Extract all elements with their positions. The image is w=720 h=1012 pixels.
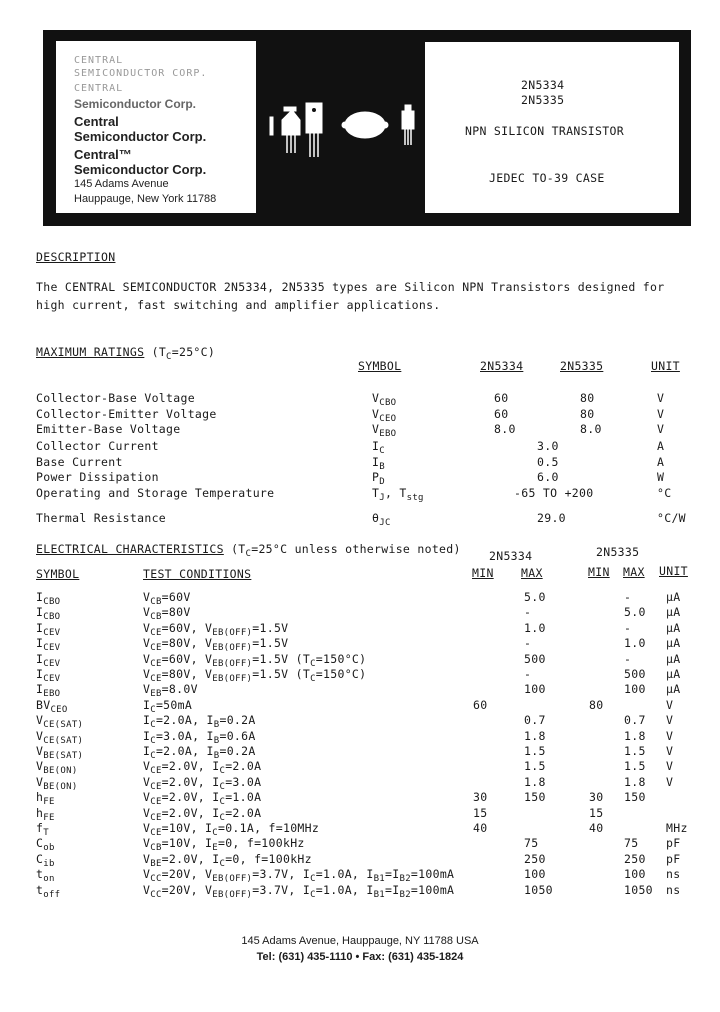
elec-test-condition: $V_{CE}=60V$, $V_{EB(OFF)}=1.5V$ $(T_C=150^\circ C)$ xyxy=(143,652,367,669)
max-symbol: $P_D$ xyxy=(372,470,385,487)
elec-unit: μA xyxy=(666,621,681,635)
elec-max-2n5335: 100 xyxy=(624,682,646,696)
elec-symbol: $V_{BE(SAT)}$ xyxy=(36,744,84,761)
max-symbol: $\theta_{JC}$ xyxy=(372,511,391,528)
elec-col-unit: UNIT xyxy=(659,564,688,578)
max-param-label: Base Current xyxy=(36,455,123,469)
elec-min-2n5335: 80 xyxy=(589,698,604,712)
footer-contact: Tel: (631) 435-1110 • Fax: (631) 435-1824 xyxy=(256,951,464,963)
max-unit: V xyxy=(657,407,665,421)
elec-min-2n5334: 60 xyxy=(473,698,488,712)
elec-symbol: $V_{CE(SAT)}$ xyxy=(36,729,84,746)
elec-test-condition: $V_{CE}=2.0V$, $I_C=2.0A$ xyxy=(143,759,262,776)
max-param-label: Power Dissipation xyxy=(36,470,159,484)
elec-unit: ns xyxy=(666,867,681,881)
elec-unit: pF xyxy=(666,852,681,866)
elec-max-2n5334: - xyxy=(524,605,532,619)
elec-symbol: $I_{CBO}$ xyxy=(36,605,61,622)
elec-test-condition: $I_C=2.0A$, $I_B=0.2A$ xyxy=(143,713,256,730)
elec-test-condition: $V_{BE}=2.0V$, $I_C=0$, f=100kHz xyxy=(143,852,312,869)
elec-max-2n5335: 1.5 xyxy=(624,744,646,758)
elec-unit: V xyxy=(666,713,674,727)
elec-max-2n5334: 100 xyxy=(524,682,546,696)
max-value-both: 0.5 xyxy=(537,455,559,469)
max-value-2n5334: 60 xyxy=(494,391,509,405)
elec-col-min-b: MIN xyxy=(588,565,610,579)
elec-test-condition: $V_{EB}=8.0V$ xyxy=(143,682,198,699)
elec-max-2n5335: 0.7 xyxy=(624,713,646,727)
max-value-2n5334: 60 xyxy=(494,407,509,421)
elec-symbol: $C_{ib}$ xyxy=(36,852,55,869)
max-value-both: 29.0 xyxy=(537,511,566,525)
max-unit: A xyxy=(657,455,665,469)
logo-ghost-line: CENTRAL xyxy=(74,55,124,66)
elec-max-2n5335: - xyxy=(624,590,632,604)
company-name-line: Semiconductor Corp. xyxy=(74,129,207,144)
max-unit: W xyxy=(657,470,665,484)
elec-symbol: $I_{CEV}$ xyxy=(36,652,61,669)
elec-unit: μA xyxy=(666,590,681,604)
elec-test-condition: $V_{CC}=20V$, $V_{EB(OFF)}=3.7V$, $I_C=1.0A$, $I_{B1}=I_{B2}=100mA$ xyxy=(143,867,455,884)
elec-min-2n5335: 30 xyxy=(589,790,604,804)
elec-test-condition: $V_{CE}=80V$, $V_{EB(OFF)}=1.5V$ $(T_C=150^\circ C)$ xyxy=(143,667,367,684)
max-symbol: $V_{CBO}$ xyxy=(372,391,397,408)
max-param-label: Collector Current xyxy=(36,439,159,453)
elec-unit: pF xyxy=(666,836,681,850)
elec-max-2n5335: 1.8 xyxy=(624,729,646,743)
max-unit: °C xyxy=(657,486,672,500)
elec-max-2n5334: 500 xyxy=(524,652,546,666)
elec-symbol: $I_{CEV}$ xyxy=(36,636,61,653)
elec-symbol: $C_{ob}$ xyxy=(36,836,55,853)
elec-max-2n5335: - xyxy=(624,621,632,635)
elec-symbol: $I_{CEV}$ xyxy=(36,621,61,638)
company-name-line: Semiconductor Corp. xyxy=(74,162,207,177)
part-number-2: 2N5335 xyxy=(521,93,565,107)
elec-max-2n5335: 1.8 xyxy=(624,775,646,789)
elec-max-2n5335: 250 xyxy=(624,852,646,866)
elec-unit: V xyxy=(666,729,674,743)
elec-min-2n5335: 15 xyxy=(589,806,604,820)
elec-symbol: $V_{BE(ON)}$ xyxy=(36,759,78,776)
elec-part-2n5334: 2N5334 xyxy=(489,549,533,563)
max-param-label: Collector-Base Voltage xyxy=(36,391,195,405)
elec-unit: V xyxy=(666,698,674,712)
elec-unit: ns xyxy=(666,883,681,897)
elec-max-2n5335: 1050 xyxy=(624,883,653,897)
elec-symbol: $t_{on}$ xyxy=(36,867,55,884)
max-param-label: Operating and Storage Temperature xyxy=(36,486,275,500)
max-value-2n5334: 8.0 xyxy=(494,422,516,436)
elec-max-2n5335: 100 xyxy=(624,867,646,881)
max-symbol: $V_{EBO}$ xyxy=(372,422,397,439)
elec-test-condition: $V_{CB}=60V$ xyxy=(143,590,191,607)
elec-max-2n5334: - xyxy=(524,667,532,681)
max-col-symbol: SYMBOL xyxy=(358,359,402,373)
elec-min-2n5334: 30 xyxy=(473,790,488,804)
elec-symbol: $f_T$ xyxy=(36,821,49,838)
company-name-line: Central xyxy=(74,114,119,129)
max-value-2n5335: 80 xyxy=(580,407,595,421)
elec-test-condition: $V_{CB}=10V$, $I_E=0$, f=100kHz xyxy=(143,836,305,853)
company-address-city: Hauppauge, New York 11788 xyxy=(74,193,217,205)
electrical-heading: ELECTRICAL CHARACTERISTICS xyxy=(36,542,224,556)
max-value-both: 3.0 xyxy=(537,439,559,453)
max-ratings-heading-row xyxy=(36,345,215,362)
elec-unit: μA xyxy=(666,636,681,650)
max-col-2n5335: 2N5335 xyxy=(560,359,604,373)
max-col-unit: UNIT xyxy=(651,359,680,373)
elec-test-condition: $V_{CB}=80V$ xyxy=(143,605,191,622)
electrical-condition: ($T_C=25^\circ C$ unless otherwise noted) xyxy=(231,542,461,559)
elec-unit: μA xyxy=(666,652,681,666)
electrical-heading-row xyxy=(36,542,461,559)
elec-max-2n5334: 1.5 xyxy=(524,759,546,773)
elec-max-2n5334: 1.0 xyxy=(524,621,546,635)
elec-max-2n5335: 75 xyxy=(624,836,639,850)
elec-unit: V xyxy=(666,759,674,773)
elec-unit: V xyxy=(666,775,674,789)
max-symbol: $T_J$, $T_{stg}$ xyxy=(372,486,424,503)
transistor-packages-icon xyxy=(262,95,424,165)
max-symbol: $V_{CEO}$ xyxy=(372,407,397,424)
elec-test-condition: $V_{CC}=20V$, $V_{EB(OFF)}=3.7V$, $I_C=1.0A$, $I_{B1}=I_{B2}=100mA$ xyxy=(143,883,455,900)
elec-max-2n5334: 1050 xyxy=(524,883,553,897)
elec-symbol: $I_{CEV}$ xyxy=(36,667,61,684)
elec-max-2n5334: 150 xyxy=(524,790,546,804)
logo-ghost-line: CENTRAL xyxy=(74,83,124,94)
max-symbol: $I_C$ xyxy=(372,439,385,456)
elec-max-2n5334: 100 xyxy=(524,867,546,881)
elec-test-condition: $I_C=3.0A$, $I_B=0.6A$ xyxy=(143,729,256,746)
max-value-2n5335: 8.0 xyxy=(580,422,602,436)
elec-max-2n5335: 1.0 xyxy=(624,636,646,650)
elec-test-condition: $I_C=2.0A$, $I_B=0.2A$ xyxy=(143,744,256,761)
max-symbol: $I_B$ xyxy=(372,455,385,472)
description-heading: DESCRIPTION xyxy=(36,250,116,264)
elec-col-max-a: MAX xyxy=(521,566,543,580)
elec-col-symbol: SYMBOL xyxy=(36,567,80,581)
elec-max-2n5334: - xyxy=(524,636,532,650)
elec-max-2n5334: 75 xyxy=(524,836,539,850)
logo-panel xyxy=(56,41,256,213)
max-param-label: Thermal Resistance xyxy=(36,511,167,525)
elec-min-2n5335: 40 xyxy=(589,821,604,835)
elec-test-condition: $V_{CE}=60V$, $V_{EB(OFF)}=1.5V$ xyxy=(143,621,289,638)
elec-max-2n5334: 1.8 xyxy=(524,729,546,743)
max-unit: V xyxy=(657,422,665,436)
elec-symbol: $V_{CE(SAT)}$ xyxy=(36,713,84,730)
elec-max-2n5334: 1.8 xyxy=(524,775,546,789)
footer-address: 145 Adams Avenue, Hauppauge, NY 11788 USA xyxy=(241,935,479,947)
elec-test-condition: $V_{CE}=2.0V$, $I_C=2.0A$ xyxy=(143,806,262,823)
max-param-label: Emitter-Base Voltage xyxy=(36,422,181,436)
elec-symbol: $h_{FE}$ xyxy=(36,806,55,823)
company-name-line: Central™ xyxy=(74,147,132,162)
elec-max-2n5335: 5.0 xyxy=(624,605,646,619)
elec-col-max-b: MAX xyxy=(623,565,645,579)
elec-col-test: TEST CONDITIONS xyxy=(143,567,252,581)
title-panel xyxy=(425,42,679,213)
max-value-2n5335: 80 xyxy=(580,391,595,405)
description-text-line1: The CENTRAL SEMICONDUCTOR 2N5334, 2N5335 types are Silicon NPN Transistors designed for xyxy=(36,280,665,294)
elec-symbol: $I_{CBO}$ xyxy=(36,590,61,607)
elec-max-2n5335: 500 xyxy=(624,667,646,681)
elec-max-2n5335: 150 xyxy=(624,790,646,804)
max-col-2n5334: 2N5334 xyxy=(480,359,524,373)
logo-ghost-line: SEMICONDUCTOR CORP. xyxy=(74,68,208,79)
elec-max-2n5334: 250 xyxy=(524,852,546,866)
description-text-line2: high current, fast switching and amplifier applications. xyxy=(36,298,441,312)
elec-unit: V xyxy=(666,744,674,758)
max-unit: °C/W xyxy=(657,511,686,525)
part-number-1: 2N5334 xyxy=(521,78,565,92)
elec-max-2n5334: 5.0 xyxy=(524,590,546,604)
elec-col-min-a: MIN xyxy=(472,566,494,580)
max-unit: V xyxy=(657,391,665,405)
max-ratings-condition: $(T_C=25^\circ C)$ xyxy=(151,345,216,362)
elec-max-2n5334: 0.7 xyxy=(524,713,546,727)
product-type: NPN SILICON TRANSISTOR xyxy=(465,124,624,138)
elec-symbol: $I_{EBO}$ xyxy=(36,682,61,699)
elec-unit: μA xyxy=(666,605,681,619)
elec-symbol: $BV_{CEO}$ xyxy=(36,698,68,715)
elec-test-condition: $I_C=50mA$ xyxy=(143,698,193,715)
company-address-street: 145 Adams Avenue xyxy=(74,178,169,190)
elec-max-2n5335: 1.5 xyxy=(624,759,646,773)
elec-max-2n5335: - xyxy=(624,652,632,666)
elec-min-2n5334: 15 xyxy=(473,806,488,820)
elec-unit: μA xyxy=(666,682,681,696)
case-type: JEDEC TO-39 CASE xyxy=(489,171,605,185)
elec-test-condition: $V_{CE}=2.0V$, $I_C=1.0A$ xyxy=(143,790,262,807)
elec-symbol: $t_{off}$ xyxy=(36,883,61,900)
max-unit: A xyxy=(657,439,665,453)
elec-test-condition: $V_{CE}=80V$, $V_{EB(OFF)}=1.5V$ xyxy=(143,636,289,653)
elec-test-condition: $V_{CE}=2.0V$, $I_C=3.0A$ xyxy=(143,775,262,792)
max-param-label: Collector-Emitter Voltage xyxy=(36,407,217,421)
elec-part-2n5335: 2N5335 xyxy=(596,545,640,559)
logo-ghost-line: Semiconductor Corp. xyxy=(74,97,197,111)
elec-symbol: $V_{BE(ON)}$ xyxy=(36,775,78,792)
elec-unit: MHz xyxy=(666,821,688,835)
max-ratings-heading: MAXIMUM RATINGS xyxy=(36,345,145,359)
max-value-both: 6.0 xyxy=(537,470,559,484)
elec-symbol: $h_{FE}$ xyxy=(36,790,55,807)
elec-unit: μA xyxy=(666,667,681,681)
elec-min-2n5334: 40 xyxy=(473,821,488,835)
elec-test-condition: $V_{CE}=10V$, $I_C=0.1A$, f=10MHz xyxy=(143,821,320,838)
elec-max-2n5334: 1.5 xyxy=(524,744,546,758)
max-value-both: -65 TO +200 xyxy=(514,486,594,500)
